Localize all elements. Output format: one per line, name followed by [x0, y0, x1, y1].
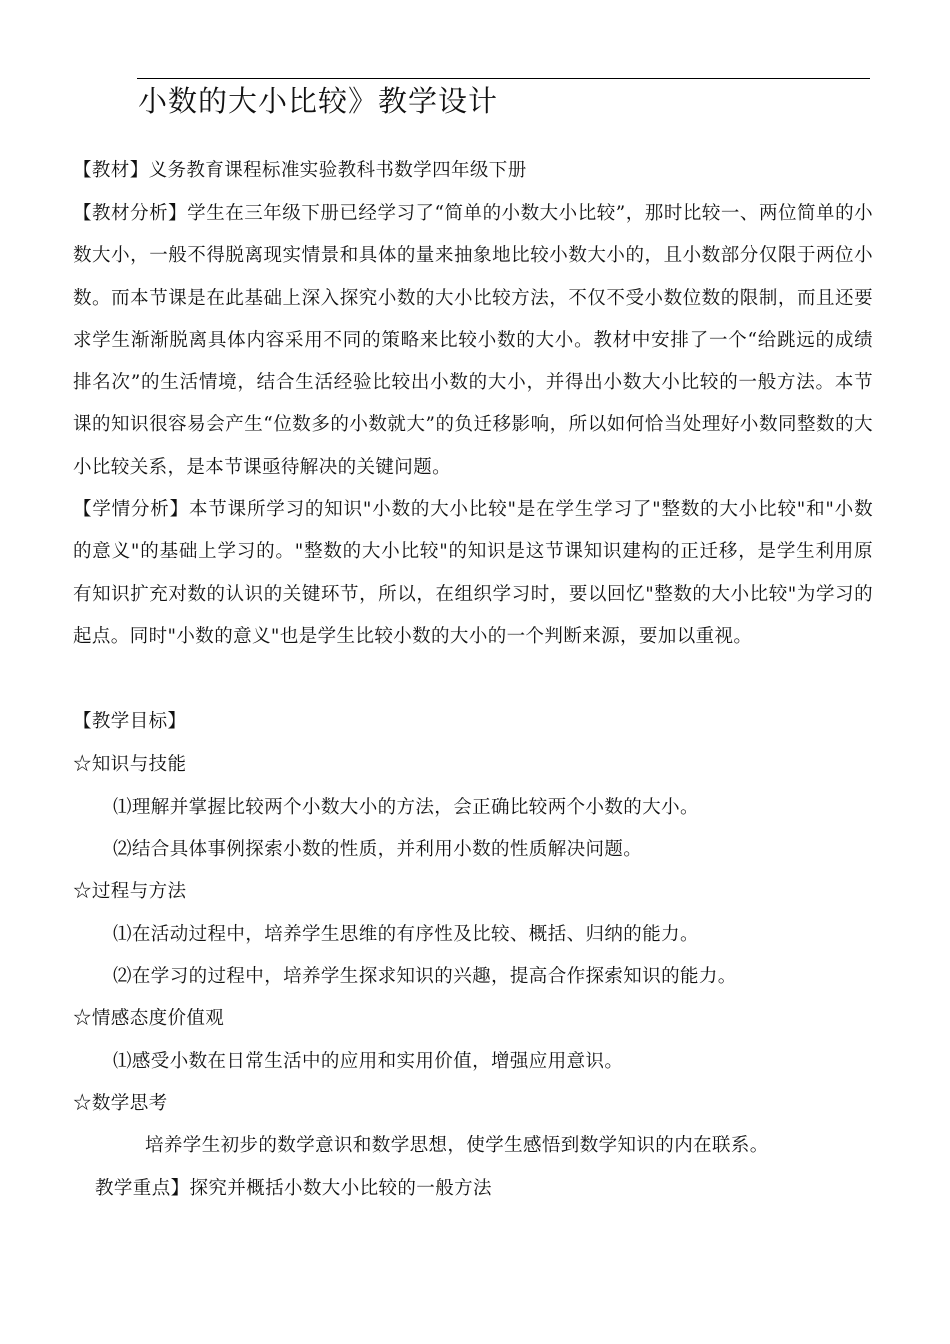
header-rule: [137, 78, 870, 79]
goals-heading: 【教学目标】: [73, 711, 187, 732]
process-item-1: ⑴在活动过程中，培养学生思维的有序性及比较、概括、归纳的能力。: [113, 924, 699, 945]
key-point-line: 教学重点】探究并概括小数大小比较的一般方法: [95, 1178, 492, 1199]
knowledge-heading: ☆知识与技能: [73, 754, 187, 775]
textbook-line: 【教材】义务教育课程标准实验教科书数学四年级下册: [73, 160, 527, 181]
process-heading: ☆过程与方法: [73, 881, 187, 902]
thinking-heading: ☆数学思考: [73, 1093, 168, 1114]
document-title: 小数的大小比较》教学设计: [138, 84, 499, 118]
learning-analysis-paragraph: 【学情分析】本节课所学习的知识"小数的大小比较"是在学生学习了"整数的大小比较"和"小数的意义"的基础上学习的。"整数的大小比较"的知识是这节课知识建构的正迁移，是学生利用原有知识扩充对数的认识的关键环节，所以，在组织学习时，要以回忆"整数的大小比较"为学习的起点。同时"小数的意义"也是学生比较小数的大小的一个判断来源，要加以重视。: [73, 499, 873, 647]
knowledge-item-1: ⑴理解并掌握比较两个小数大小的方法，会正确比较两个小数的大小。: [113, 797, 699, 818]
knowledge-item-2: ⑵结合具体事例探索小数的性质，并利用小数的性质解决问题。: [113, 839, 643, 860]
process-item-2: ⑵在学习的过程中，培养学生探求知识的兴趣，提高合作探索知识的能力。: [113, 966, 737, 987]
emotion-item-1: ⑴感受小数在日常生活中的应用和实用价值，增强应用意识。: [113, 1051, 624, 1072]
textbook-analysis-paragraph: 【教材分析】学生在三年级下册已经学习了“简单的小数大小比较”，那时比较一、两位简单的小数大小，一般不得脱离现实情景和具体的量来抽象地比较小数大小的，且小数部分仅限于两位小数。而本节课是在此基础上深入探究小数的大小比较方法，不仅不受小数位数的限制，而且还要求学生渐渐脱离具体内容采用不同的策略来比较小数的大小。教材中安排了一个“给跳远的成绩排名次”的生活情境，结合生活经验比较出小数的大小，并得出小数大小比较的一般方法。本节课的知识很容易会产生“位数多的小数就大”的负迁移影响，所以如何恰当处理好小数同整数的大小比较关系，是本节课亟待解决的关键问题。: [73, 203, 873, 478]
emotion-heading: ☆情感态度价值观: [73, 1008, 225, 1029]
thinking-item-1: 培养学生初步的数学意识和数学思想，使学生感悟到数学知识的内在联系。: [145, 1135, 769, 1156]
